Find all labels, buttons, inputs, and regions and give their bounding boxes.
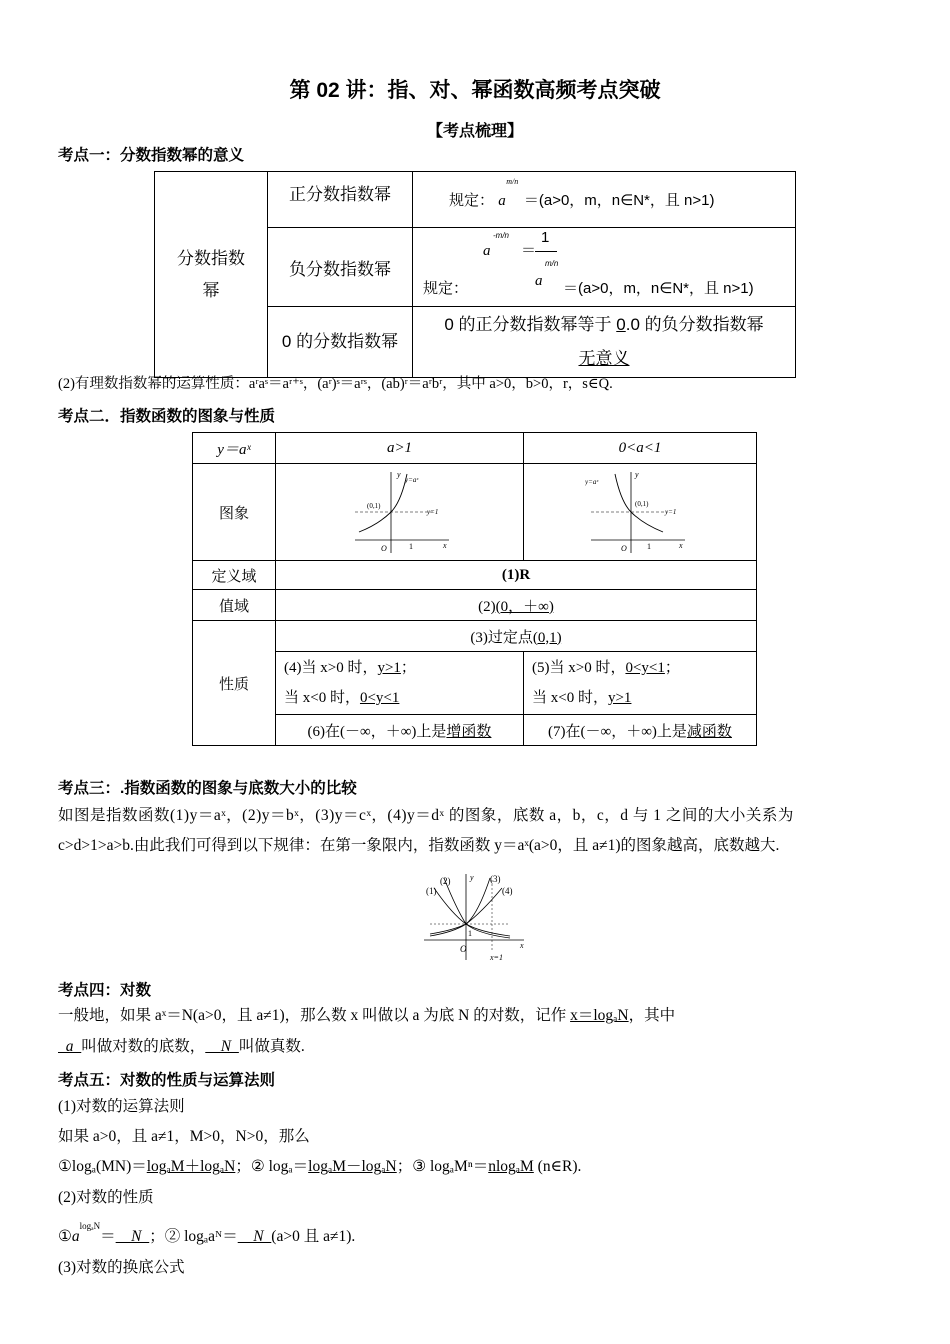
fig-l4: (4) [502,886,513,896]
fig-l1: (1) [426,886,437,896]
l3-d: logₐM－logₐN [308,1158,397,1175]
l5-b: ＝ [100,1228,116,1245]
pos-exp: m/n [506,177,519,186]
l3-a: ①logₐ(MN)＝ [58,1158,147,1175]
section-subtitle: 【考点梳理】 [426,123,523,140]
pos-exp-name: 正分数指数幂 [268,172,413,228]
zero-exp-rule [413,307,796,378]
g1-y: y [396,470,401,479]
sec4-ans-a: a [58,1038,82,1055]
sec1-props: (2)有理数指数幂的运算性质：aʳaˢ＝aʳ⁺ˢ，(aʳ)ˢ＝aʳˢ，(ab)ʳ＝aʳbʳ，其中 a>0，b>0，r，s∈Q. [58,376,613,392]
neg-den-base: a [535,273,543,289]
pos-exp-rule [413,172,796,228]
p6-pre: (6)在(－∞，＋∞)上是 [307,723,447,740]
l5-c: N [115,1228,150,1245]
p4b-pre: 当 x<0 时， [284,690,360,706]
range-label: 值域 [193,590,276,621]
l3-g: (n∈R). [533,1158,582,1175]
sec4-line2-mid: 叫做对数的底数， [81,1038,206,1055]
sec4-line2 [58,1037,305,1057]
pos-base: a [498,193,506,209]
l5-a: ① [58,1228,72,1245]
col2-header: 0<a<1 [524,433,757,464]
neg-exp-rule [413,228,796,307]
graph-increasing [345,468,455,556]
col0-header: y＝aˣ [193,433,276,464]
neg-exp-prefix: 规定： [423,280,469,297]
sec5-l4: (2)对数的性质 [58,1189,154,1206]
fraction-exponent-table [154,171,796,378]
g2-one: 1 [647,542,651,551]
sec4-line1 [58,1006,675,1026]
p4b: 0<y<1 [359,690,400,706]
col1-header: a>1 [276,433,524,464]
l5-f: (a>0 且 a≠1). [271,1228,356,1245]
fig-o: O [460,944,467,954]
sec5-l5 [58,1221,356,1248]
sec1-heading: 考点一：分数指数幂的意义 [58,147,245,164]
prop-label: 性质 [193,621,276,746]
sec3-line2: c>d>1>a>b.由此我们可得到以下规律：在第一象限内，指数函数 y＝aˣ(a>0，且 a≠1)的图象越高，底数越大. [58,837,780,854]
neg-exp-name: 负分数指数幂 [268,228,413,307]
fig-y: y [470,873,474,882]
neg-eq: ＝ [521,242,537,259]
l3-f: nlogₐM [488,1158,534,1175]
g1-pt: (0,1) [366,502,380,510]
sec4-heading: 考点四：对数 [58,982,152,999]
fig-one: 1 [468,929,472,938]
graph-a-lt-1 [524,464,757,561]
g2-y: y [635,470,639,479]
g2-y1: y=1 [665,508,677,516]
l5-exp: logₐN [79,1221,101,1231]
domain-label: 定义域 [193,561,276,590]
p5b: y>1 [607,690,632,706]
neg-exp-cond: ＝(a>0，m，n∈N*，且 n>1) [563,280,754,297]
l5-e: N [237,1228,272,1245]
l3-b: logₐM＋logₐN [146,1158,236,1175]
range-value: (0，＋∞) [495,598,554,615]
pos-exp-power [498,177,519,209]
sec4-line2-post: 叫做真数. [238,1038,305,1055]
sec5-heading: 考点五：对数的性质与运算法则 [58,1072,276,1089]
zero-ans1: 0 [616,315,626,334]
neg-base: a [483,243,491,259]
pos-exp-cond: ＝(a>0，m，n∈N*，且 n>1) [523,192,715,209]
l5-base: a [71,1228,80,1245]
fig-l2: (2) [440,876,451,886]
p6: 增函数 [446,723,492,740]
g1-x: x [442,541,447,550]
prop5-cell: (5)当 x>0 时，0<y<1； 当 x<0 时，y>1 [524,652,757,715]
fig-x1: x=1 [490,953,503,962]
sec4-line1-post: ，其中 [628,1007,676,1024]
exp-function-table [192,432,757,746]
p7: 减函数 [686,723,732,740]
sec4-line1-pre: 一般地，如果 aˣ＝N(a>0，且 a≠1)，那么数 x 叫做以 a 为底 N 的对数，记作 [58,1007,571,1024]
fixed-point-cell [276,621,757,652]
g2-o: O [621,544,627,553]
graph-row-label: 图象 [193,464,276,561]
sec5-l3 [58,1157,581,1177]
sec3-line1: 如图是指数函数(1)y＝aˣ，(2)y＝bˣ，(3)y＝cˣ，(4)y＝dˣ 的图象，底数 a，b，c，d 与 1 之间的大小关系为 [58,807,794,824]
g1-y1: y=1 [426,508,438,516]
zero-ans2: 无意义 [578,349,630,368]
pos-exp-prefix: 规定： [449,192,495,209]
g2-pt: (0,1) [635,500,649,508]
prop4-cell: (4)当 x>0 时，y>1； 当 x<0 时，0<y<1 [276,652,524,715]
sec4-line1-ans: x＝logₐN [570,1007,629,1024]
page-title: 第 02 讲：指、对、幂函数高频考点突破 [289,79,661,102]
p4a: y>1 [377,660,401,676]
range-pre: (2) [478,598,496,615]
l3-e: ；③ logₐMⁿ＝ [396,1158,489,1175]
graph-a-gt-1 [276,464,524,561]
row-header-cell [155,172,268,378]
zero-exp-name [268,307,413,378]
neg-exp: -m/n [493,231,509,240]
prop6-cell [276,715,524,746]
zero-text1: 0 的正分数指数幂等于 [444,315,617,334]
exp-compare-figure [420,870,530,965]
sec5-l1: (1)对数的运算法则 [58,1098,185,1115]
row-header-text: 分数指数幂 [177,248,245,300]
zero-exp-name-text: 0 的分数指数幂 [281,332,399,351]
fig-x: x [520,941,524,950]
fig-l3: (3) [490,874,501,884]
g2-curve: y=aˣ [585,478,599,486]
prop7-cell [524,715,757,746]
neg-frac-num: 1 [541,229,550,246]
zero-text2: .0 的负分数指数幂 [625,315,764,334]
g1-one: 1 [408,542,413,551]
g1-curve: y=aˣ [404,476,418,484]
neg-den-exp: m/n [545,259,559,268]
domain-value: (1)R [276,561,757,590]
sec5-l6: (3)对数的换底公式 [58,1259,185,1276]
p5a: 0<y<1 [625,660,665,676]
l3-c: ；② logₐ＝ [235,1158,309,1175]
p5b-pre: 当 x<0 时， [532,690,608,706]
p5a-pre: (5)当 x>0 时， [532,660,626,676]
graph-decreasing [585,468,695,556]
p4a-pre: (4)当 x>0 时， [284,660,378,676]
l5-d: ；② logₐaᴺ＝ [149,1228,238,1245]
sec4-ans-n: N [205,1038,239,1055]
sec3-heading: 考点三：.指数函数的图象与底数大小的比较 [58,780,357,797]
g2-x: x [679,541,683,550]
range-cell [276,590,757,621]
neg-frac-bar [535,251,557,252]
fixed-pre: (3)过定点 [470,629,533,646]
sec2-heading: 考点二．指数函数的图象与性质 [58,408,276,425]
g1-o: O [380,544,387,553]
fixed-value: (0,1) [532,629,562,646]
p7-pre: (7)在(－∞，＋∞)上是 [548,723,687,740]
sec5-l2: 如果 a>0，且 a≠1，M>0，N>0，那么 [58,1128,310,1145]
